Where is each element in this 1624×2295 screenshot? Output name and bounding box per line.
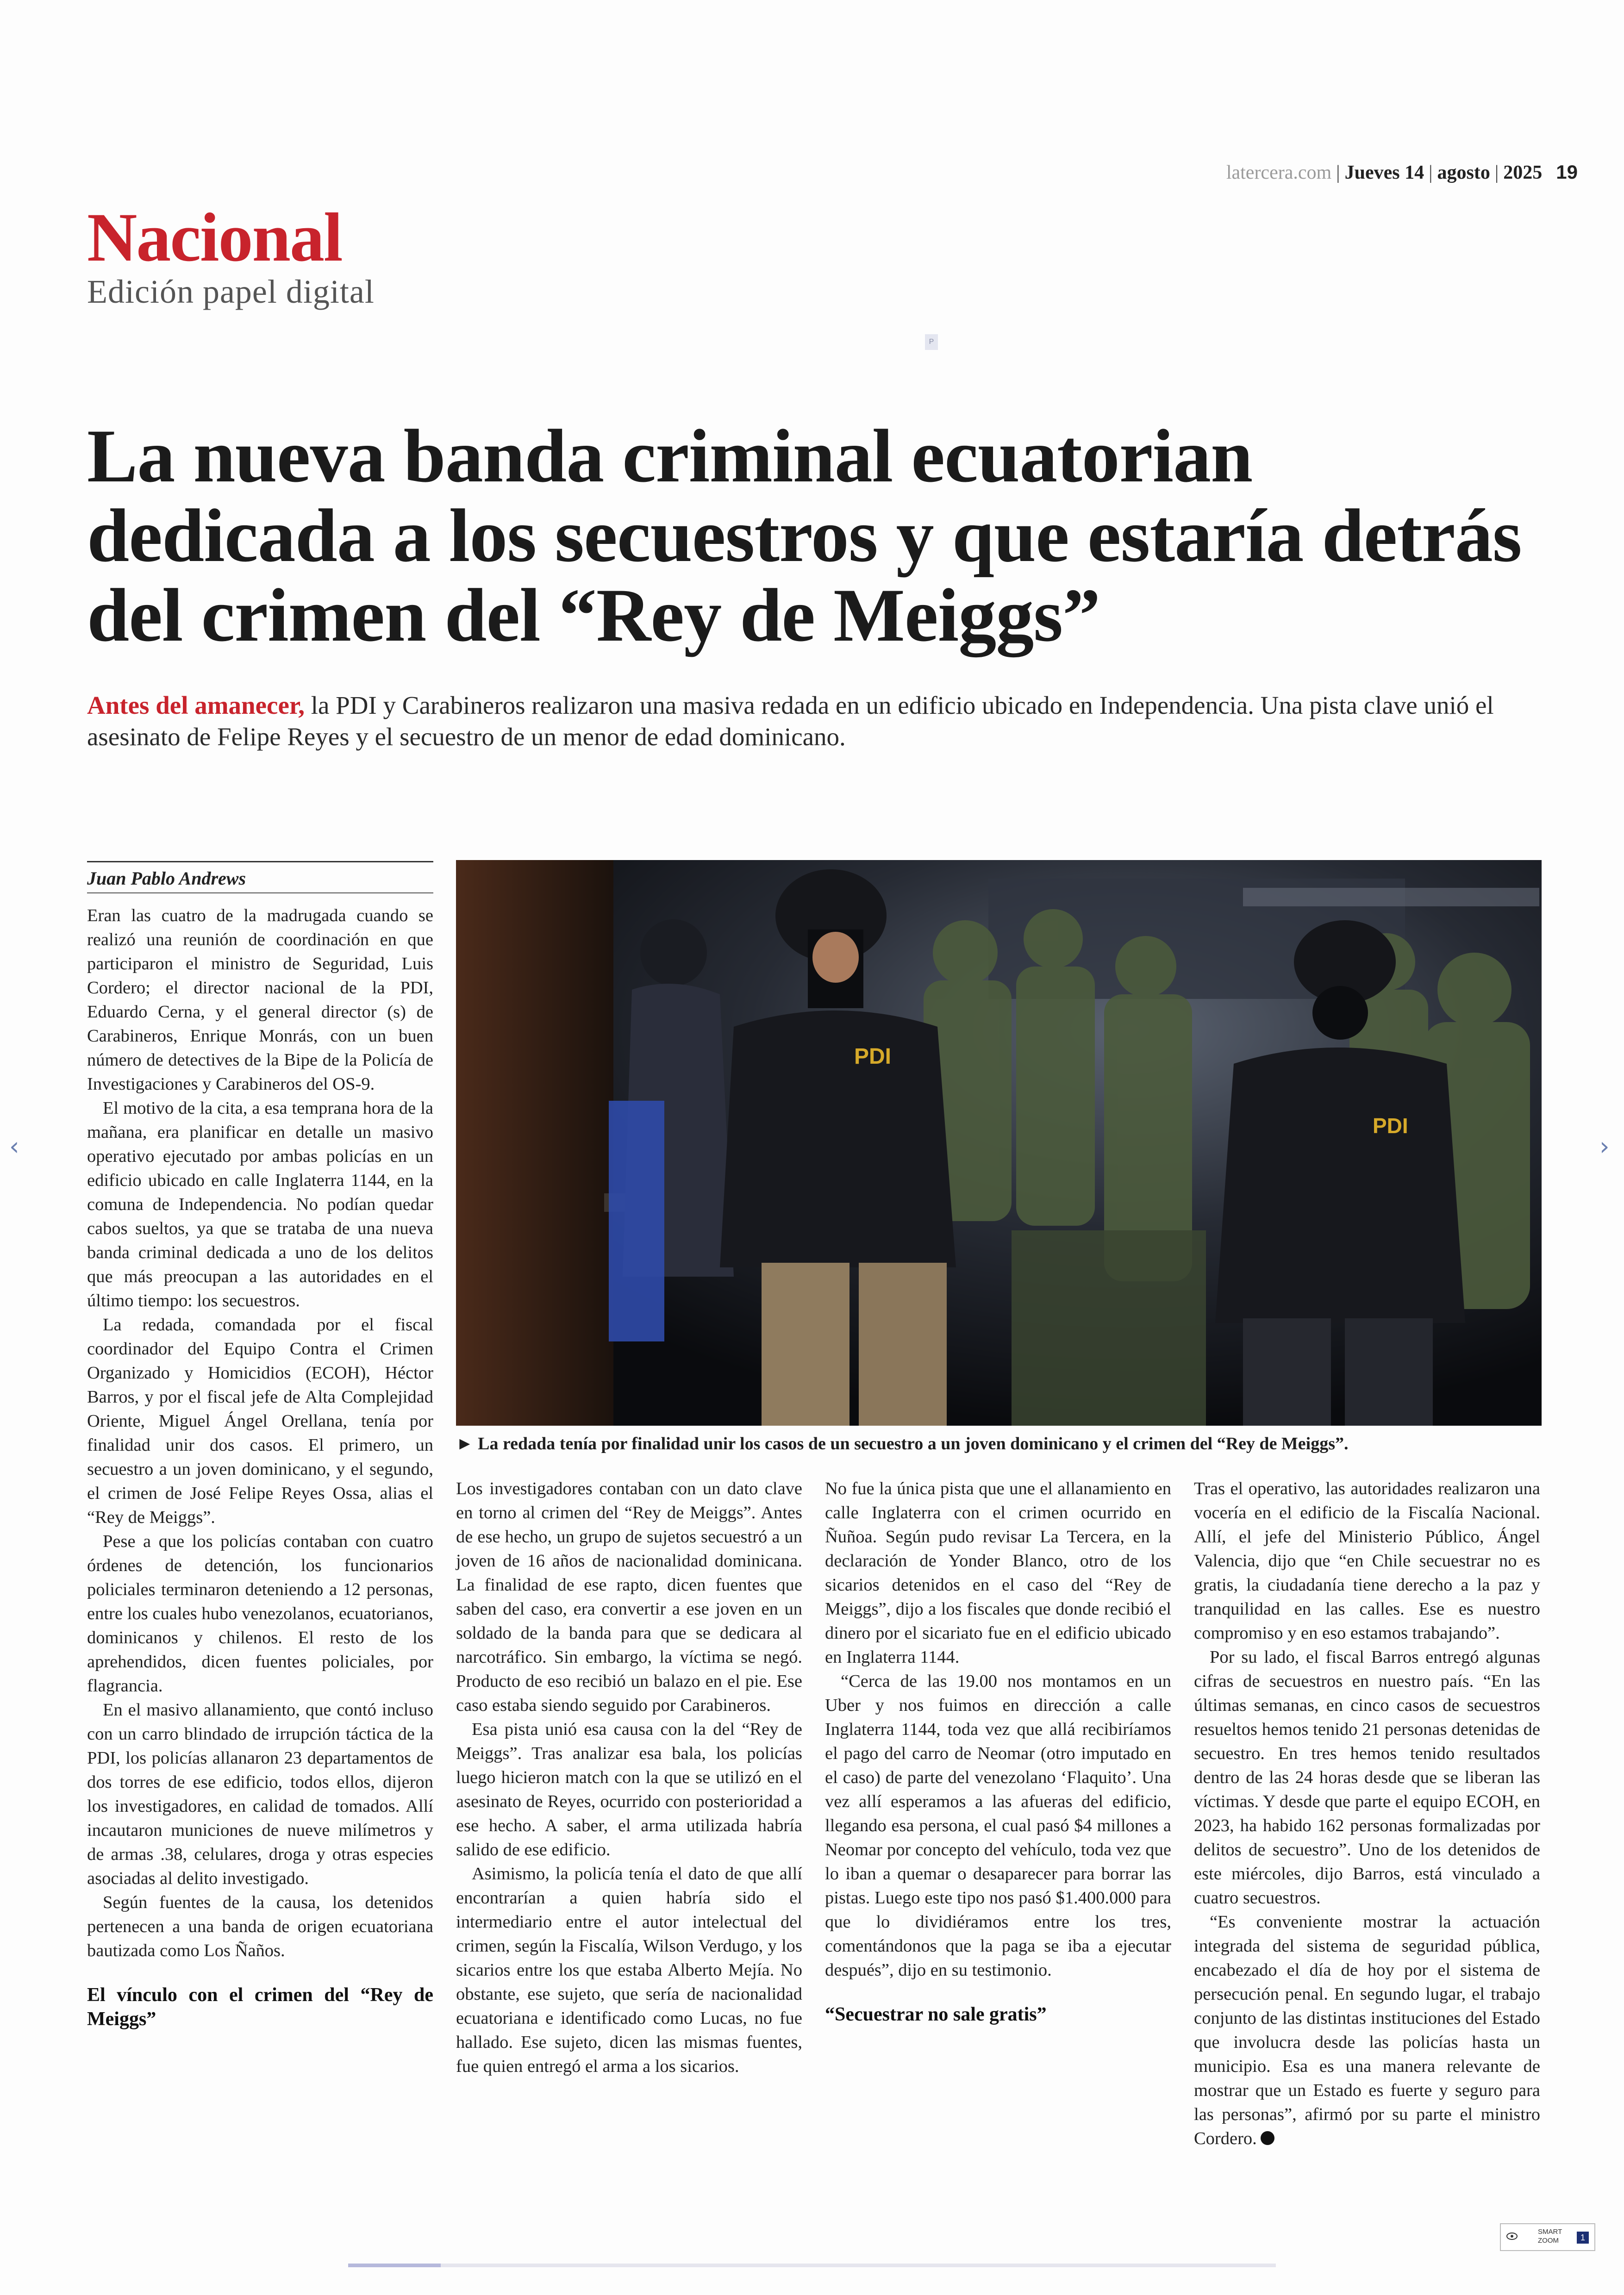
caption-text: La redada tenía por finalidad unir los casos de un secuestro a un joven dominicano y el crimen del “Rey de Meiggs”.: [478, 1434, 1349, 1453]
previous-page-button[interactable]: ‹: [9, 1132, 19, 1161]
pdi-label-2: PDI: [1373, 1114, 1408, 1138]
paragraph: No fue la única pista que une el allanamiento en calle Inglaterra con el crimen ocurrido en Ñuñoa. Según pudo revisar La Tercera, en la declaración de Yonder Blanco, otro de los sicarios detenidos en el caso del “Rey de Meiggs”, dijo a los fiscales que donde recibió el dinero por el sicariato fue en el edificio ubicado en Inglaterra 1144.: [825, 1479, 1171, 1667]
byline-rule-bottom: [87, 892, 433, 893]
next-page-button[interactable]: ›: [1599, 1132, 1610, 1161]
paragraph: Tras el operativo, las autoridades realizaron una vocería en el edificio de la Fiscalía Nacional. Allí, el jefe del Ministerio Público, Ángel Valencia, dijo que “en Chile secuestrar no es gratis, la ciudadanía tiene derecho a la paz y tranquilidad en las calles. Ese es nuestro compromiso y en eso estamos trabajando”.: [1194, 1479, 1540, 1643]
paragraph: Según fuentes de la causa, los detenidos pertenecen a una banda de origen ecuatoriana bautizada como Los Ñaños.: [87, 1893, 433, 1960]
subhead: El vínculo con el crimen del “Rey de Meiggs”: [87, 1984, 433, 2030]
paragraph: Esa pista unió esa causa con la del “Rey de Meiggs”. Tras analizar esa bala, los policías luego hicieron match con la que se utilizó en el asesinato de Reyes, ocurrido con posterioridad a ese hecho. A saber, el arma utilizada habría salido de ese edificio.: [456, 1720, 802, 1859]
end-of-article-icon: [1261, 2131, 1274, 2145]
paragraph: Por su lado, el fiscal Barros entregó algunas cifras de secuestros en nuestro país. “En las últimas semanas, en cinco casos de secuestros resueltos hemos tenido 21 personas detenidas de secuestro. En tres hemos tenido resultados dentro de las 24 horas desde que se liberan las víctimas. Y desde que parte el equipo ECOH, en 2023, ha habido 162 personas formalizadas por delitos de secuestro”. Uno de los detenidos de este miércoles, dijo Barros, está vinculado a cuatro secuestros.: [1194, 1647, 1540, 1908]
paragraph: En el masivo allanamiento, que contó incluso con un carro blindado de irrupción táctica de la PDI, los policías allanaron 23 departamentos de dos torres de ese edificio, todos ellos, dijeron los investigadores, en calidad de tomados. Allí incautaron municiones de nueve milímetros y de armas .38, celulares, droga y otras especies asociadas al delito investigado.: [87, 1700, 433, 1888]
paragraph: Asimismo, la policía tenía el dato de que allí encontrarían a quien habría sido el intermediario entre el autor intelectual del crimen, según la Fiscalía, Wilson Verdugo, y los sicarios entre los que estaba Alberto Mejía. No obstante, ese sujeto, que sería de nacionalidad ecuatoriana e identificado como Lucas, no fue hallado. Ese sujeto, dicen las mismas fuentes, fue quien entregó el arma a los sicarios.: [456, 1864, 802, 2076]
paragraph: Eran las cuatro de la madrugada cuando se realizó una reunión de coordinación en que participaron el ministro de Seguridad, Luis Cordero; el director nacional de la PDI, Eduardo Cerna, y el general director (s) de Carabineros, Enrique Monrás, con un buen número de detectives de la Bipe de la Policía de Investigaciones y Carabineros del OS-9.: [87, 906, 433, 1094]
paragraph-text: “Es conveniente mostrar la actuación integrada del sistema de seguridad pública, encabezado el día de hoy por el sistema de persecución penal. En segundo lugar, el trabajo conjunto de las distintas instituciones del Estado que involucra desde las policías hasta un municipio. Esa es una manera relevante de mostrar que un Estado es fuerte y seguro para las personas”, afirmó por su parte el ministro Cordero.: [1194, 1912, 1540, 2148]
paragraph: [1194, 1910, 1540, 2151]
paragraph: “Cerca de las 19.00 nos montamos en un Uber y nos fuimos en dirección a calle Inglaterra 1144, toda vez que allá recibiríamos el pago del carro de Neomar (otro imputado en el caso) de parte del venezolano ‘Flaquito’. Una vez allí esperamos a las afueras del edificio, llegando esa persona, el cual pasó $4 millones a Neomar por concepto del vehículo, toda vez que lo iban a quemar o desaparecer para borrar las pistas. Luego este tipo nos pasó $1.400.000 para que lo dividiéramos entre los tres, comentándonos que la paga se iba a ejecutar después”, dijo en su testimonio.: [825, 1671, 1171, 1980]
paragraph: Los investigadores contaban con un dato clave en torno al crimen del “Rey de Meiggs”. Antes de ese hecho, un grupo de sujetos secuestró a un joven de 16 años de nacionalidad dominicana. La finalidad de ese rapto, dicen fuentes que saben del caso, era convertir a ese joven en un soldado de la banda para que se dedicara al narcotráfico. Sin embargo, la víctima se negó. Producto de eso recibió un balazo en el pie. Ese caso estaba siendo seguido por Carabineros.: [456, 1479, 802, 1715]
article-column-3: [825, 1477, 1171, 2027]
page-progress-bar[interactable]: [348, 2264, 1276, 2267]
ad-marker-icon: P: [925, 334, 938, 350]
zoom-page-indicator: 1: [1577, 2232, 1589, 2244]
article-headline: La nueva banda criminal ecuatorian dedicada a los secuestros y que estaría detrás del crimen del “Rey de Meiggs”: [87, 414, 1522, 657]
eye-icon: [1506, 2233, 1518, 2240]
article-column-1: [87, 904, 433, 2031]
lead-text: la PDI y Carabineros realizaron una masiva redada en un edificio ubicado en Independencia. Una pista clave unió el asesinato de Felipe Reyes y el secuestro de un menor de edad dominicano.: [87, 691, 1494, 751]
pdi-label-1: PDI: [854, 1044, 892, 1069]
caption-arrow-icon: ►: [456, 1434, 478, 1453]
paragraph: La redada, comandada por el fiscal coordinador del Equipo Contra el Crimen Organizado y Homicidios (ECOH), Héctor Barros, y por el fiscal jefe de Alta Complejidad Oriente, Miguel Ángel Orellana, tenía por finalidad unir dos casos. El primero, un secuestro a un joven dominicano, y el segundo, el crimen de José Felipe Reyes Ossa, alias el “Rey de Meiggs”.: [87, 1315, 433, 1527]
paragraph: El motivo de la cita, a esa temprana hora de la mañana, era planificar en detalle un masivo operativo ejecutado por ambas policías en un edificio ubicado en calle Inglaterra 1144, en la comuna de Independencia. No podían quedar cabos sueltos, ya que se trataba de una nueva banda criminal dedicada a uno de los delitos que más preocupan a las autoridades en el último tiempo: los secuestros.: [87, 1098, 433, 1310]
site-name: latercera.com: [1226, 162, 1332, 183]
lead-kicker: Antes del amanecer,: [87, 691, 305, 719]
page-progress-fill: [348, 2264, 441, 2267]
section-title: Nacional: [87, 199, 342, 276]
page-number: 19: [1556, 161, 1578, 183]
article-column-4: [1194, 1477, 1540, 2151]
smart-zoom-button[interactable]: [1500, 2223, 1595, 2251]
paragraph: Pese a que los policías contaban con cuatro órdenes de detención, los funcionarios policiales terminaron deteniendo a 12 personas, entre los cuales hubo venezolanos, ecuatorianos, dominicanos y chilenos. El resto de los aprehendidos, dicen fuentes policiales, por flagrancia.: [87, 1532, 433, 1696]
article-column-2: [456, 1477, 802, 2078]
folio-month: agosto: [1437, 162, 1490, 183]
police-raid-photo: [456, 860, 1542, 1426]
edition-label: Edición papel digital: [87, 273, 375, 310]
folio-day: Jueves 14: [1344, 162, 1424, 183]
smart-zoom-label: SMART ZOOM: [1538, 2228, 1562, 2245]
subhead: “Secuestrar no sale gratis”: [825, 2004, 1047, 2025]
folio-year: 2025: [1503, 162, 1543, 183]
byline-rule: [87, 861, 433, 862]
byline: Juan Pablo Andrews: [87, 868, 246, 889]
photo-caption: [456, 1432, 1542, 1455]
page-folio: latercera.com | Jueves 14 | agosto | 2025 19: [1226, 161, 1578, 183]
article-lead: [87, 690, 1545, 753]
article-photo: [456, 860, 1542, 1426]
